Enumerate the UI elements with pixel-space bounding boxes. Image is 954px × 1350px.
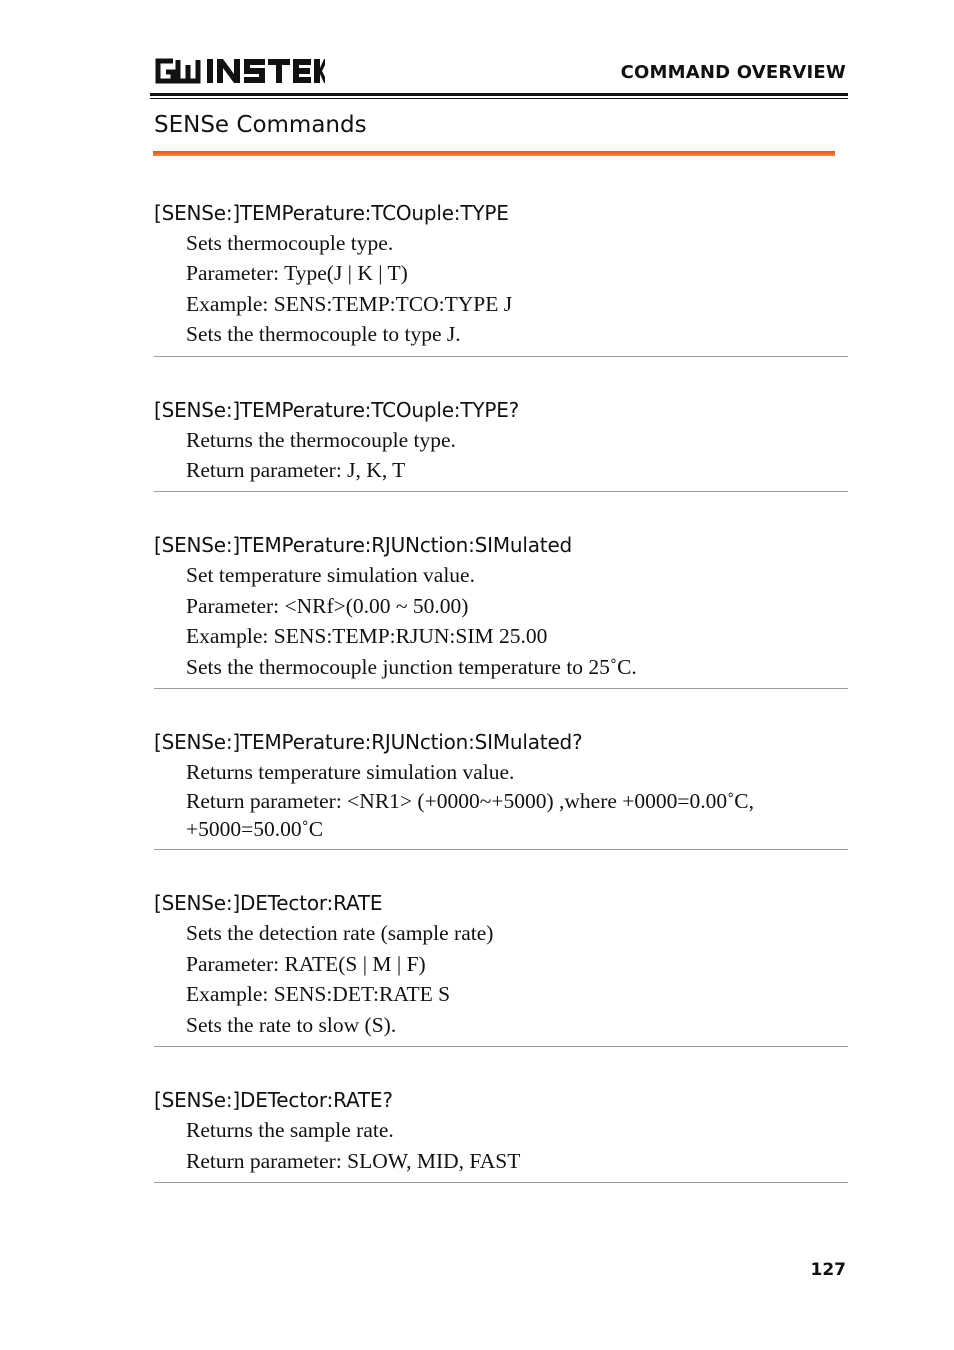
command-name: [SENSe:]TEMPerature:RJUNction:SIMulated? [154,730,583,755]
command-entry [154,395,848,493]
command-example: Example: SENS:TEMP:TCO:TYPE J [186,291,513,316]
command-description: Set temperature simulation value. [186,563,475,588]
command-entry [154,530,848,689]
command-parameter: Parameter: Type(J | K | T) [186,261,408,286]
command-name: [SENSe:]TEMPerature:RJUNction:SIMulated [154,533,573,558]
command-description: Sets thermocouple type. [186,231,394,255]
section-label: COMMAND OVERVIEW [620,62,846,83]
command-example-note: Sets the rate to slow (S). [186,1012,397,1037]
command-entry [154,198,848,357]
command-description: Returns temperature simulation value. [186,760,515,785]
command-entry [154,888,848,1047]
page-title: SENSe Commands [154,112,367,138]
gw-instek-logo [153,56,325,86]
command-example: Example: SENS:TEMP:RJUN:SIM 25.00 [186,624,548,649]
command-example: Example: SENS:DET:RATE S [186,982,451,1007]
header-rule [150,93,848,96]
command-name: [SENSe:]DETector:RATE [154,891,383,916]
command-parameter: Parameter: RATE(S | M | F) [186,951,426,976]
command-example-note: Sets the thermocouple junction temperature to 25˚C. [186,654,637,679]
command-name: [SENSe:]DETector:RATE? [154,1088,393,1113]
header-rule-thin [150,98,848,99]
command-entry [154,727,848,850]
command-return: Return parameter: J, K, T [186,458,406,483]
command-example-note: Sets the thermocouple to type J. [186,322,461,347]
title-accent-rule [153,151,835,156]
command-parameter: Parameter: <NRf>(0.00 ~ 50.00) [186,593,469,618]
command-name: [SENSe:]TEMPerature:TCOuple:TYPE [154,201,509,225]
command-description: Returns the thermocouple type. [186,427,456,452]
command-return: Return parameter: SLOW, MID, FAST [186,1148,521,1173]
command-list [154,198,848,1221]
command-entry [154,1085,848,1183]
command-description: Sets the detection rate (sample rate) [186,921,494,946]
command-return: Return parameter: <NR1> (+0000~+5000) ,where +0000=0.00˚C, +5000=50.00˚C [186,789,755,842]
command-name: [SENSe:]TEMPerature:TCOuple:TYPE? [154,397,520,422]
page-number: 127 [810,1260,846,1280]
page-header [150,52,848,100]
command-description: Returns the sample rate. [186,1118,394,1143]
